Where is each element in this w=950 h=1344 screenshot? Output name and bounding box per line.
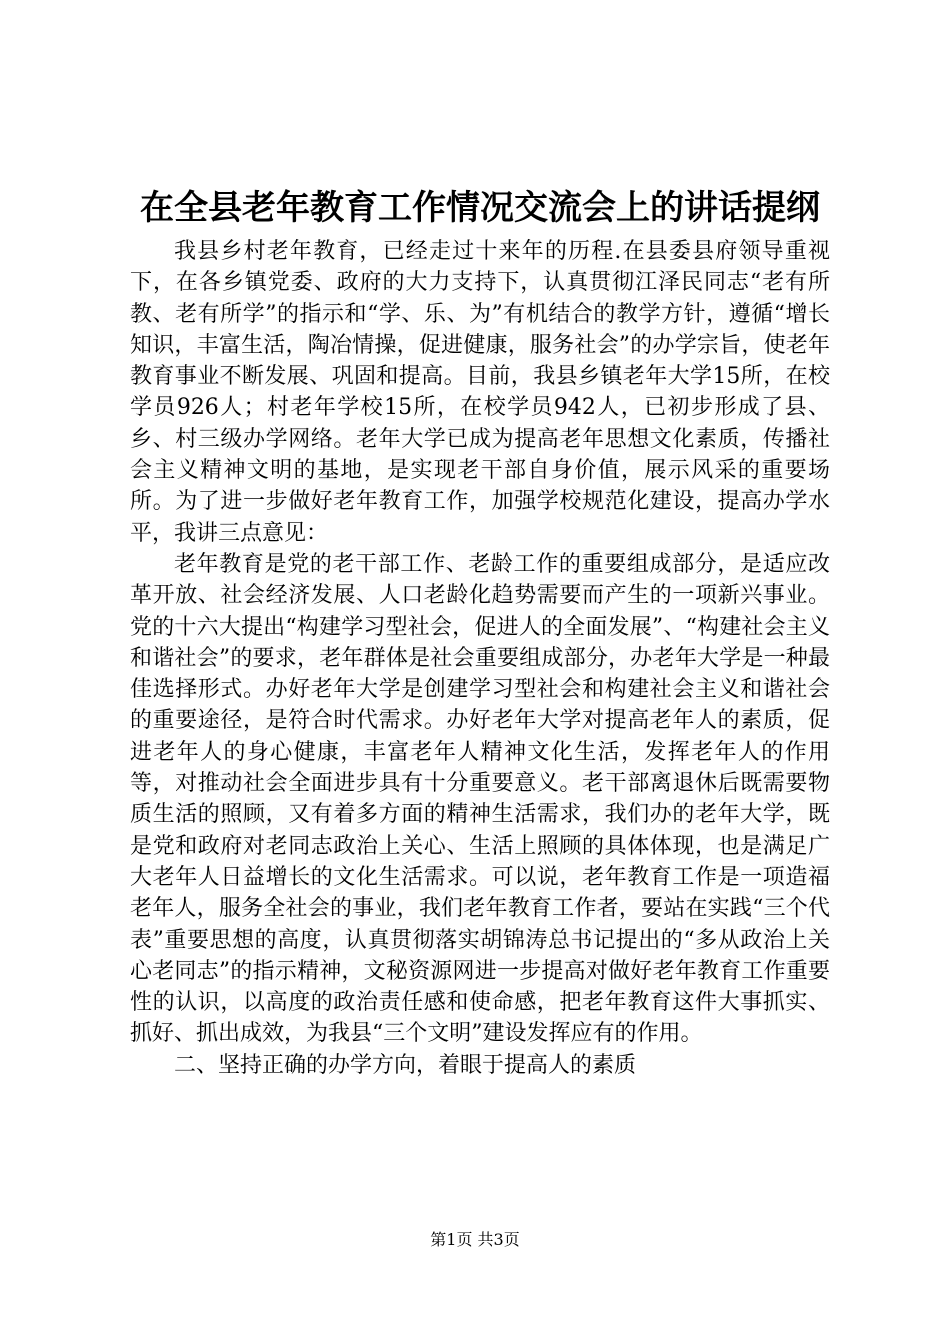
paragraph-intro: 我县乡村老年教育，已经走过十来年的历程.在县委县府领导重视下，在各乡镇党委、政府的大力支持下，认真贯彻江泽民同志“老有所教、老有所学”的指示和“学、乐、为”有机结合的教学方针，遵循“增长知识，丰富生活，陶冶情操，促进健康，服务社会”的办学宗旨，使老年教育事业不断发展、巩固和提高。目前，我县乡镇老年大学15所，在校学员926人；村老年学校15所，在校学员942人，已初步形成了县、乡、村三级办学网络。老年大学已成为提高老年思想文化素质，传播社会主义精神文明的基地，是实现老干部自身价值，展示风采的重要场所。为了进一步做好老年教育工作，加强学校规范化建设，提高办学水平，我讲三点意见：: [130, 239, 830, 546]
section-heading-two: 二、坚持正确的办学方向，着眼于提高人的素质: [174, 1052, 637, 1078]
document-title: 在全县老年教育工作情况交流会上的讲话提纲: [140, 188, 820, 228]
page-indicator: 第1页 共3页: [430, 1230, 520, 1249]
document-body: [130, 236, 830, 1081]
page-footer: [0, 1228, 950, 1252]
paragraph-significance: 老年教育是党的老干部工作、老龄工作的重要组成部分，是适应改革开放、社会经济发展、人口老龄化趋势需要而产生的一项新兴事业。党的十六大提出“构建学习型社会，促进人的全面发展”、“构建社会主义和谐社会”的要求，老年群体是社会重要组成部分，办老年大学是一种最佳选择形式。办好老年大学是创建学习型社会和构建社会主义和谐社会的重要途径，是符合时代需求。办好老年大学对提高老年人的素质，促进老年人的身心健康，丰富老年人精神文化生活，发挥老年人的作用等，对推动社会全面进步具有十分重要意义。老干部离退休后既需要物质生活的照顾，又有着多方面的精神生活需求，我们办的老年大学，既是党和政府对老同志政治上关心、生活上照顾的具体体现，也是满足广大老年人日益增长的文化生活需求。可以说，老年教育工作是一项造福老年人，服务全社会的事业，我们老年教育工作者，要站在实践“三个代表”重要思想的高度，认真贯彻落实胡锦涛总书记提出的“多从政治上关心老同志”的指示精神，文秘资源网进一步提高对做好老年教育工作重要性的认识，以高度的政治责任感和使命感，把老年教育这件大事抓实、抓好、抓出成效，为我县“三个文明”建设发挥应有的作用。: [130, 551, 830, 1047]
